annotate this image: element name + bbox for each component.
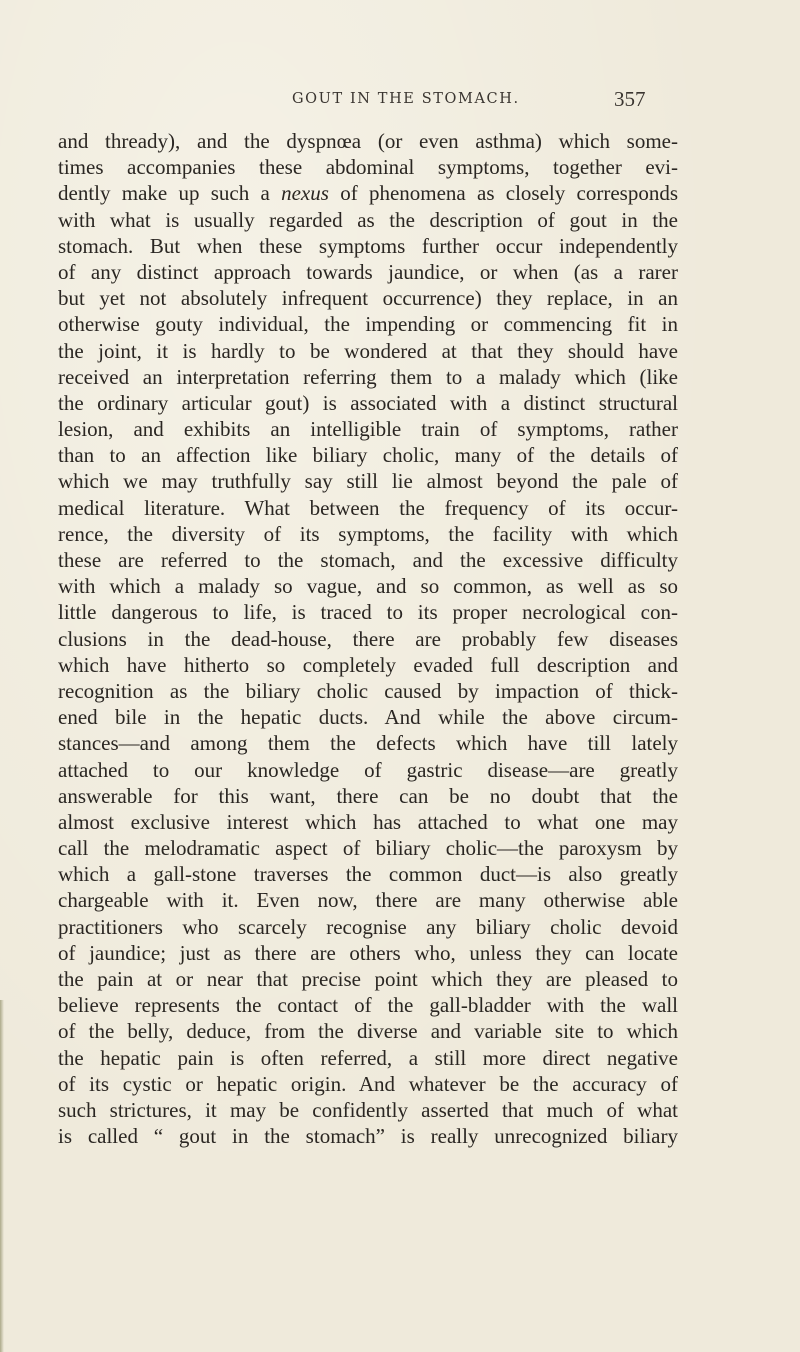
text-line: with what is usually regarded as the description of gout in the: [58, 207, 678, 232]
text-line: than to an affection like biliary cholic, many of the details of: [58, 443, 678, 468]
text-line: answerable for this want, there can be no doubt that the: [58, 783, 678, 808]
text-line: of jaundice; just as there are others who, unless they can locate: [58, 940, 678, 965]
text-line: the hepatic pain is often referred, a still more direct negative: [58, 1045, 678, 1070]
text-line: but yet not absolutely infrequent occurrence) they replace, in an: [58, 286, 678, 311]
text-line: which we may truthfully say still lie almost beyond the pale of: [58, 469, 678, 494]
text-line: the ordinary articular gout) is associated with a distinct structural: [58, 390, 678, 415]
text-line: received an interpretation referring them to a malady which (like: [58, 364, 678, 389]
page-edge-shadow: [0, 1000, 4, 1352]
text-line: is called “ gout in the stomach” is really unrecognized biliary: [58, 1124, 678, 1149]
text-line: rence, the diversity of its symptoms, the facility with which: [58, 521, 678, 546]
page-number: 357: [614, 87, 646, 111]
text-line: stomach. But when these symptoms further occur independently: [58, 233, 678, 258]
running-head-title: GOUT IN THE STOMACH.: [292, 91, 520, 107]
text-line: little dangerous to life, is traced to its proper necrological con-: [58, 600, 678, 625]
text-line: times accompanies these abdominal symptoms, together evi-: [58, 155, 678, 180]
text-line-with-italic: [58, 180, 678, 206]
text-segment: of phenomena as closely corresponds: [328, 181, 678, 206]
text-line: attached to our knowledge of gastric disease—are greatly: [58, 757, 678, 782]
text-line: clusions in the dead-house, there are probably few diseases: [58, 626, 678, 651]
italic-term: nexus: [281, 181, 329, 206]
text-line: believe represents the contact of the gall-bladder with the wall: [58, 993, 678, 1018]
text-line: chargeable with it. Even now, there are many otherwise able: [58, 888, 678, 913]
text-line: otherwise gouty individual, the impending or commencing fit in: [58, 312, 678, 337]
text-line: the pain at or near that precise point which they are pleased to: [58, 967, 678, 991]
text-line: stances—and among them the defects which have till lately: [58, 731, 678, 756]
text-line: call the melodramatic aspect of biliary cholic—the paroxysm by: [58, 836, 678, 861]
text-line: and thready), and the dyspnœa (or even asthma) which some-: [58, 129, 678, 153]
text-line: practitioners who scarcely recognise any biliary cholic devoid: [58, 914, 678, 939]
text-line: the joint, it is hardly to be wondered at that they should have: [58, 338, 678, 363]
text-line: these are referred to the stomach, and the excessive difficulty: [58, 548, 678, 572]
text-line: recognition as the biliary cholic caused by impaction of thick-: [58, 678, 678, 703]
text-line: such strictures, it may be confidently asserted that much of what: [58, 1097, 678, 1122]
text-line: which a gall-stone traverses the common duct—is also greatly: [58, 862, 678, 887]
running-head: [0, 87, 800, 115]
text-line: which have hitherto so completely evaded full description and: [58, 652, 678, 677]
text-line: of any distinct approach towards jaundice, or when (as a rarer: [58, 259, 678, 284]
text-line: almost exclusive interest which has attached to what one may: [58, 809, 678, 834]
text-line: ened bile in the hepatic ducts. And while the above circum-: [58, 705, 678, 730]
body-text: [58, 128, 678, 1149]
text-line: of its cystic or hepatic origin. And whatever be the accuracy of: [58, 1071, 678, 1096]
text-line: medical literature. What between the frequency of its occur-: [58, 495, 678, 520]
text-line: of the belly, deduce, from the diverse and variable site to which: [58, 1019, 678, 1044]
text-line: lesion, and exhibits an intelligible train of symptoms, rather: [58, 417, 678, 442]
text-segment: dently make up such a: [58, 181, 282, 206]
text-line: with which a malady so vague, and so common, as well as so: [58, 574, 678, 599]
